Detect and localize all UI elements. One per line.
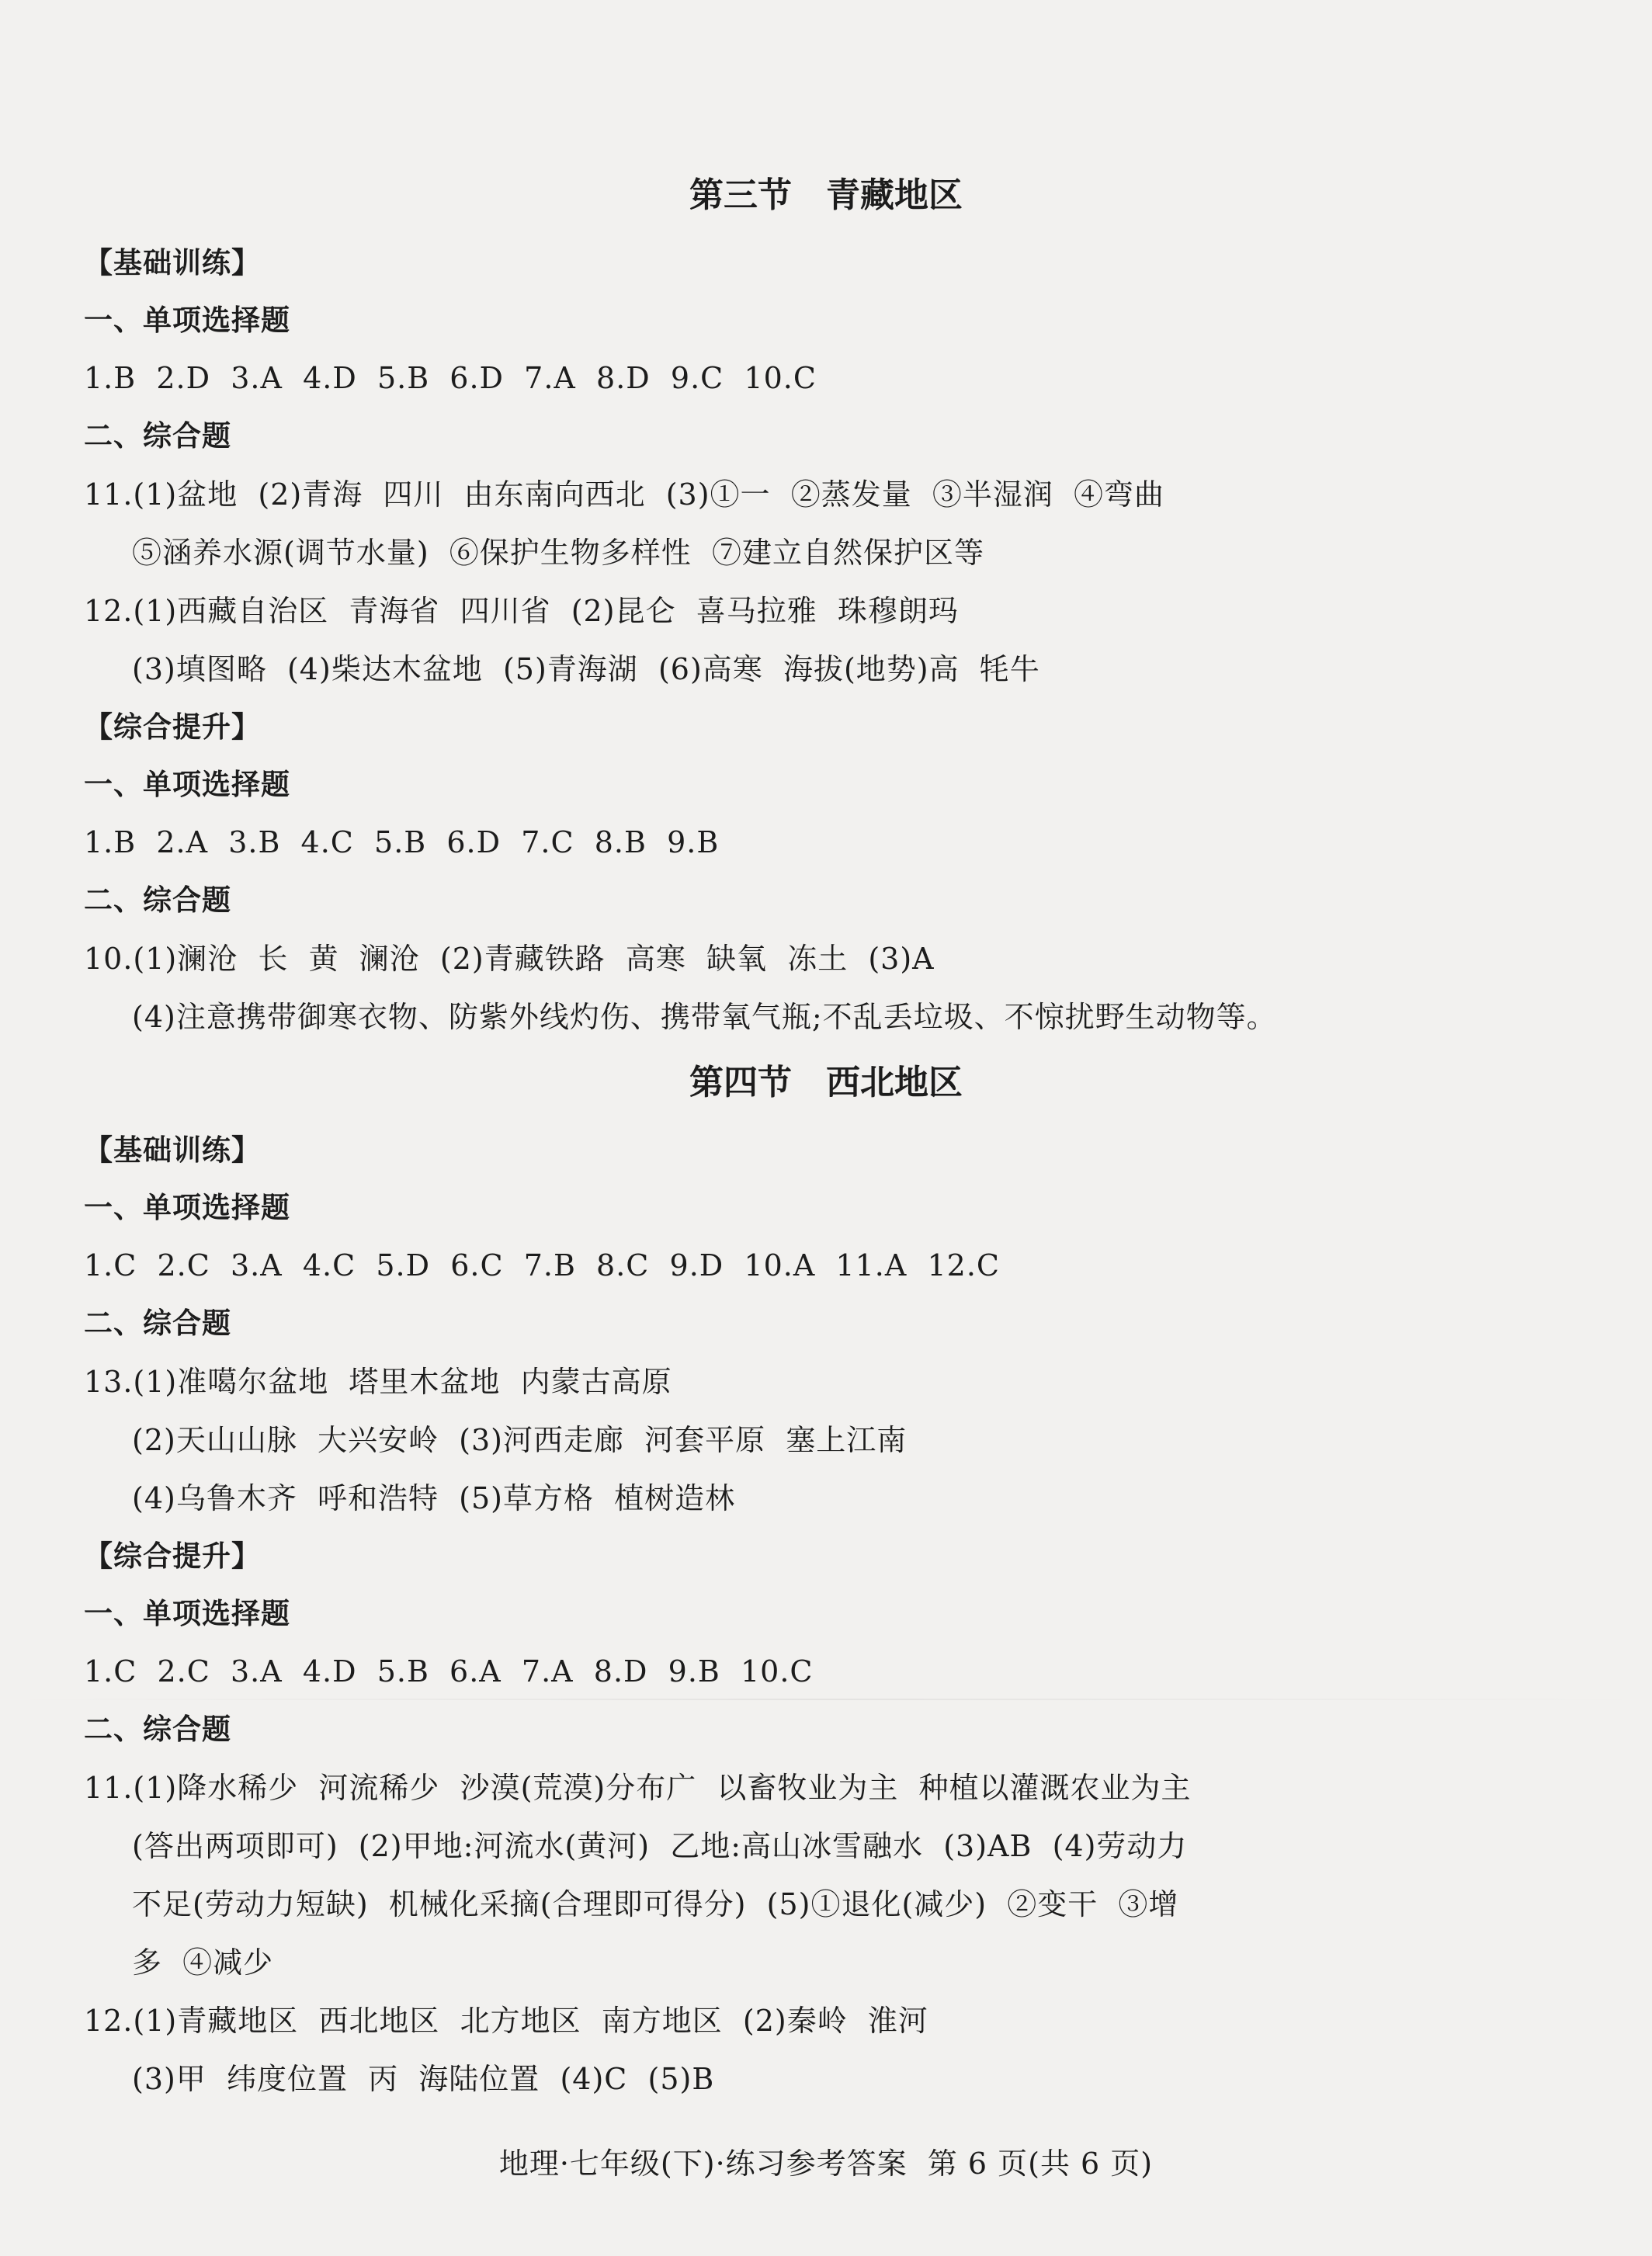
page-footer: 地理·七年级(下)·练习参考答案 第 6 页(共 6 页) <box>498 2147 1154 2181</box>
answer-line: ⑤涵养水源(调节水量) ⑥保护生物多样性 ⑦建立自然保护区等 <box>132 536 984 570</box>
scan-line <box>0 1699 1652 1700</box>
answer-line: 多 ④减少 <box>132 1945 274 1980</box>
answer-line: 1.B 2.D 3.A 4.D 5.B 6.D 7.A 8.D 9.C 10.C <box>84 361 817 395</box>
section-title: 第三节 青藏地区 <box>689 175 963 215</box>
answer-line: (4)乌鲁木齐 呼和浩特 (5)草方格 植树造林 <box>132 1481 736 1515</box>
answer-line: 1.B 2.A 3.B 4.C 5.B 6.D 7.C 8.B 9.B <box>84 825 720 859</box>
answer-line: 1.C 2.C 3.A 4.D 5.B 6.A 7.A 8.D 9.B 10.C <box>84 1654 814 1689</box>
answer-line: 1.C 2.C 3.A 4.C 5.D 6.C 7.B 8.C 9.D 10.A 11.A 12.C <box>84 1248 1000 1282</box>
answer-line: 13.(1)准噶尔盆地 塔里木盆地 内蒙古高原 <box>84 1365 672 1399</box>
question-type-heading: 二、综合题 <box>84 883 231 917</box>
answer-line: (3)填图略 (4)柴达木盆地 (5)青海湖 (6)高寒 海拔(地势)高 牦牛 <box>132 652 1040 686</box>
answer-line: 11.(1)降水稀少 河流稀少 沙漠(荒漠)分布广 以畜牧业为主 种植以灌溉农业为主 <box>84 1771 1192 1805</box>
question-type-heading: 一、单项选择题 <box>84 1191 290 1224</box>
section-title: 第四节 西北地区 <box>689 1063 963 1102</box>
answer-line: (3)甲 纬度位置 丙 海陆位置 (4)C (5)B <box>132 2062 715 2096</box>
question-type-heading: 一、单项选择题 <box>84 1597 290 1630</box>
answer-line: (4)注意携带御寒衣物、防紫外线灼伤、携带氧气瓶;不乱丢垃圾、不惊扰野生动物等。 <box>132 1000 1277 1034</box>
answer-line: 11.(1)盆地 (2)青海 四川 由东南向西北 (3)①一 ②蒸发量 ③半湿润 ④弯曲 <box>84 477 1165 512</box>
question-type-heading: 二、综合题 <box>84 1713 231 1746</box>
subsection-heading: 【基础训练】 <box>84 246 261 279</box>
answer-line: 12.(1)西藏自治区 青海省 四川省 (2)昆仑 喜马拉雅 珠穆朗玛 <box>84 594 959 628</box>
answer-line: 10.(1)澜沧 长 黄 澜沧 (2)青藏铁路 高寒 缺氧 冻土 (3)A <box>84 942 935 976</box>
question-type-heading: 二、综合题 <box>84 419 231 453</box>
answer-line: 12.(1)青藏地区 西北地区 北方地区 南方地区 (2)秦岭 淮河 <box>84 2004 928 2038</box>
answer-line: (2)天山山脉 大兴安岭 (3)河西走廊 河套平原 塞上江南 <box>132 1423 908 1457</box>
subsection-heading: 【综合提升】 <box>84 1539 261 1573</box>
question-type-heading: 一、单项选择题 <box>84 768 290 801</box>
subsection-heading: 【基础训练】 <box>84 1133 261 1167</box>
question-type-heading: 一、单项选择题 <box>84 304 290 337</box>
subsection-heading: 【综合提升】 <box>84 710 261 744</box>
answer-line: 不足(劳动力短缺) 机械化采摘(合理即可得分) (5)①退化(减少) ②变干 ③增 <box>132 1887 1179 1921</box>
answer-line: (答出两项即可) (2)甲地:河流水(黄河) 乙地:高山冰雪融水 (3)AB (4)劳动力 <box>132 1829 1188 1863</box>
question-type-heading: 二、综合题 <box>84 1307 231 1340</box>
